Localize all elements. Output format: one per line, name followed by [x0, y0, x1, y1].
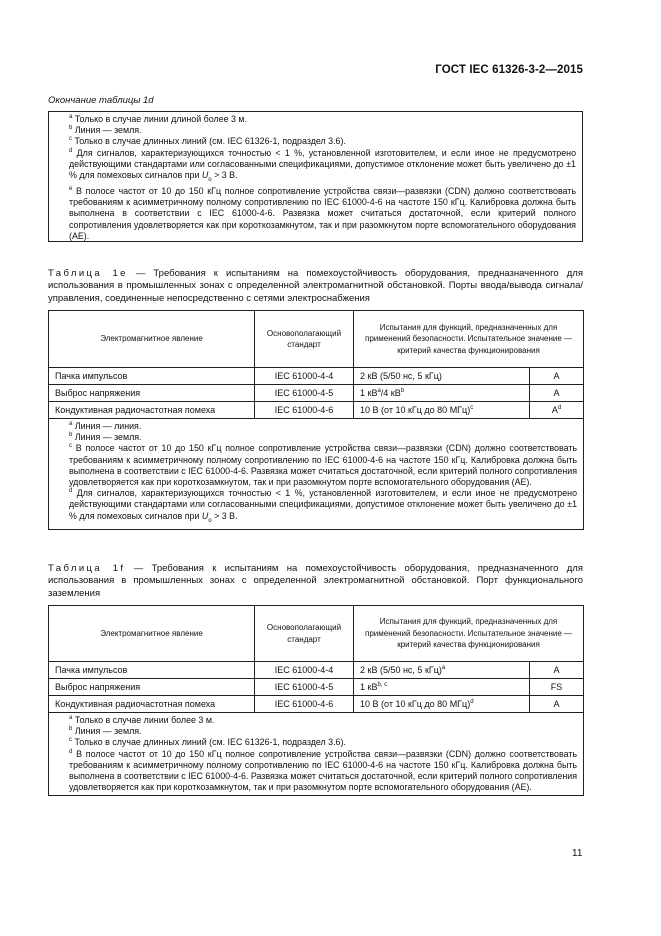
header-test: Испытания для функций, предназначенных для применений безопасности. Испытательное значение — критерий качества функционирования [354, 311, 584, 368]
footnote: $^c$ Только в случае длинных линий (см. IEC 61326-1, подраздел 3.6). [69, 737, 346, 748]
cell-value: 10 В (от 10 кГц до 80 МГц)$^c$ [354, 402, 530, 419]
table-row [49, 679, 584, 696]
table-row [49, 368, 584, 385]
cell-value: 10 В (от 10 кГц до 80 МГц)$^d$ [354, 696, 530, 713]
header-standard: Основополагающий стандарт [255, 311, 354, 368]
table-1f-caption: Таблица 1f — Требования к испытаниям на помехоустойчивость оборудования, предназначенного для использования в промышленных зонах с определенной электромагнитной обстановкой. Порт функционального заземления [48, 563, 583, 599]
cell-phenomenon: Кондуктивная радиочастотная помеха [49, 402, 255, 419]
cell-standard: IEC 61000-4-6 [255, 696, 354, 713]
table-notes-row [49, 713, 584, 796]
table-continuation-label: Окончание таблицы 1d [48, 95, 154, 106]
footnote: $^a$ Только в случае линии более 3 м. [69, 715, 215, 725]
page-number: 11 [572, 848, 583, 859]
footnote: $^a$ Только в случае линии длиной более 3 м. [69, 114, 247, 124]
table-1e [48, 310, 584, 530]
footnote: $^b$ Линия — земля. [69, 125, 142, 136]
footnote: $^e$ В полосе частот от 10 до 150 кГц полное сопротивление устройства связи—развязки (CDN) должно соответствовать требованиям к асимметричному полному сопротивлению по IEC 61000-4-6 на частоте 150 кГц. Калибровка должна быть выполнена в соответствии с IEC 61000-4-6. Развязка может считаться достаточной, если критерий полного сопротивления удовлетворяется как при короткозамкнутом, так и при разомкнутом порте вспомогательного оборудования (AE). [69, 186, 576, 241]
header-standard: Основополагающий стандарт [255, 606, 354, 662]
cell-criterion: FS [530, 679, 584, 696]
table-notes-row [49, 419, 584, 530]
cell-standard: IEC 61000-4-6 [255, 402, 354, 419]
footnote: $^c$ В полосе частот от 10 до 150 кГц полное сопротивление устройства связи—развязки (CDN) должно соответствовать требованиям к асимметричному полному сопротивлению по IEC 61000-4-6 на частоте 150 кГц. Калибровка должна быть выполнена в соответствии с IEC 61000-4-6. Развязка может считаться достаточной, если критерий полного сопротивления удовлетворяется как при короткозамкнутом, так и при разомкнутом порте вспомогательного оборудования (AE). [69, 443, 578, 488]
cell-criterion: A [530, 368, 584, 385]
table-1d-notes [48, 111, 583, 242]
table-row [49, 385, 584, 402]
footnote: $^b$ Линия — земля. [69, 726, 142, 737]
cell-standard: IEC 61000-4-5 [255, 679, 354, 696]
standard-header: ГОСТ IEC 61326-3-2—2015 [435, 64, 583, 76]
table-1f [48, 605, 584, 796]
header-phenomenon: Электромагнитное явление [49, 311, 255, 368]
cell-phenomenon: Пачка импульсов [49, 368, 255, 385]
header-test: Испытания для функций, предназначенных для применений безопасности. Испытательное значение — критерий качества функционирования [354, 606, 584, 662]
cell-phenomenon: Выброс напряжения [49, 385, 255, 402]
table-1e-caption: Таблица 1е — Требования к испытаниям на помехоустойчивость оборудования, предназначенного для использования в промышленных зонах с определенной электромагнитной обстановкой. Порты ввода/вывода сигнала/управления, соединенные непосредственно с сетями электроснабжения [48, 268, 583, 304]
cell-value: 1 $кВ^a/4$ $кВ^b$ [354, 385, 530, 402]
footnote: $^d$ Для сигналов, характеризующихся точностью < 1 %, установленной изготовителем, и если иное не предусмотрено действующими стандартами или согласованными спецификациями, допустимое отклонение может быть увеличено до ±1 % для помеховых сигналов при $U_o > 3$ В. [69, 488, 578, 524]
cell-standard: IEC 61000-4-5 [255, 385, 354, 402]
table-1f-notes [49, 713, 584, 796]
table-row [49, 402, 584, 419]
table-header-row [49, 606, 584, 662]
header-phenomenon: Электромагнитное явление [49, 606, 255, 662]
cell-phenomenon: Пачка импульсов [49, 662, 255, 679]
cell-criterion: $A^d$ [530, 402, 584, 419]
cell-phenomenon: Выброс напряжения [49, 679, 255, 696]
footnote: $^d$ В полосе частот от 10 до 150 кГц полное сопротивление устройства связи—развязки (CDN) должно соответствовать требованиям к асимметричному полному сопротивлению по IEC 61000-4-6 на частоте 150 кГц. Калибровка должна быть выполнена в соответствии с IEC 61000-4-6. Развязка может считаться достаточной, если критерий полного сопротивления удовлетворяется как при короткозамкнутом, так и при разомкнутом порте вспомогательного оборудования (AE). [69, 748, 578, 793]
table-1e-notes [49, 419, 584, 530]
footnote: $^a$ Линия — линия. [69, 421, 142, 431]
footnote: $^c$ Только в случае длинных линий (см. IEC 61326-1, подраздел 3.6). [69, 136, 346, 147]
table-header-row [49, 311, 584, 368]
table-row [49, 662, 584, 679]
footnote: $^b$ Линия — земля. [69, 432, 142, 443]
cell-value: 1 кВ$^{b, c}$ [354, 679, 530, 696]
footnote: $^d$ Для сигналов, характеризующихся точностью < 1 %, установленной изготовителем, и если иное не предусмотрено действующими стандартами или согласованными спецификациями, допустимое отклонение может быть увеличено до ±1 % для помеховых сигналов при $U_o > 3$ В. [69, 147, 576, 183]
cell-criterion: A [530, 696, 584, 713]
cell-standard: IEC 61000-4-4 [255, 662, 354, 679]
cell-standard: IEC 61000-4-4 [255, 368, 354, 385]
cell-phenomenon: Кондуктивная радиочастотная помеха [49, 696, 255, 713]
cell-criterion: A [530, 385, 584, 402]
cell-value: 2 кВ (5/50 нс, 5 кГц)$^a$ [354, 662, 530, 679]
cell-criterion: A [530, 662, 584, 679]
table-row [49, 696, 584, 713]
cell-value: 2 кВ (5/50 нс, 5 кГц) [354, 368, 530, 385]
